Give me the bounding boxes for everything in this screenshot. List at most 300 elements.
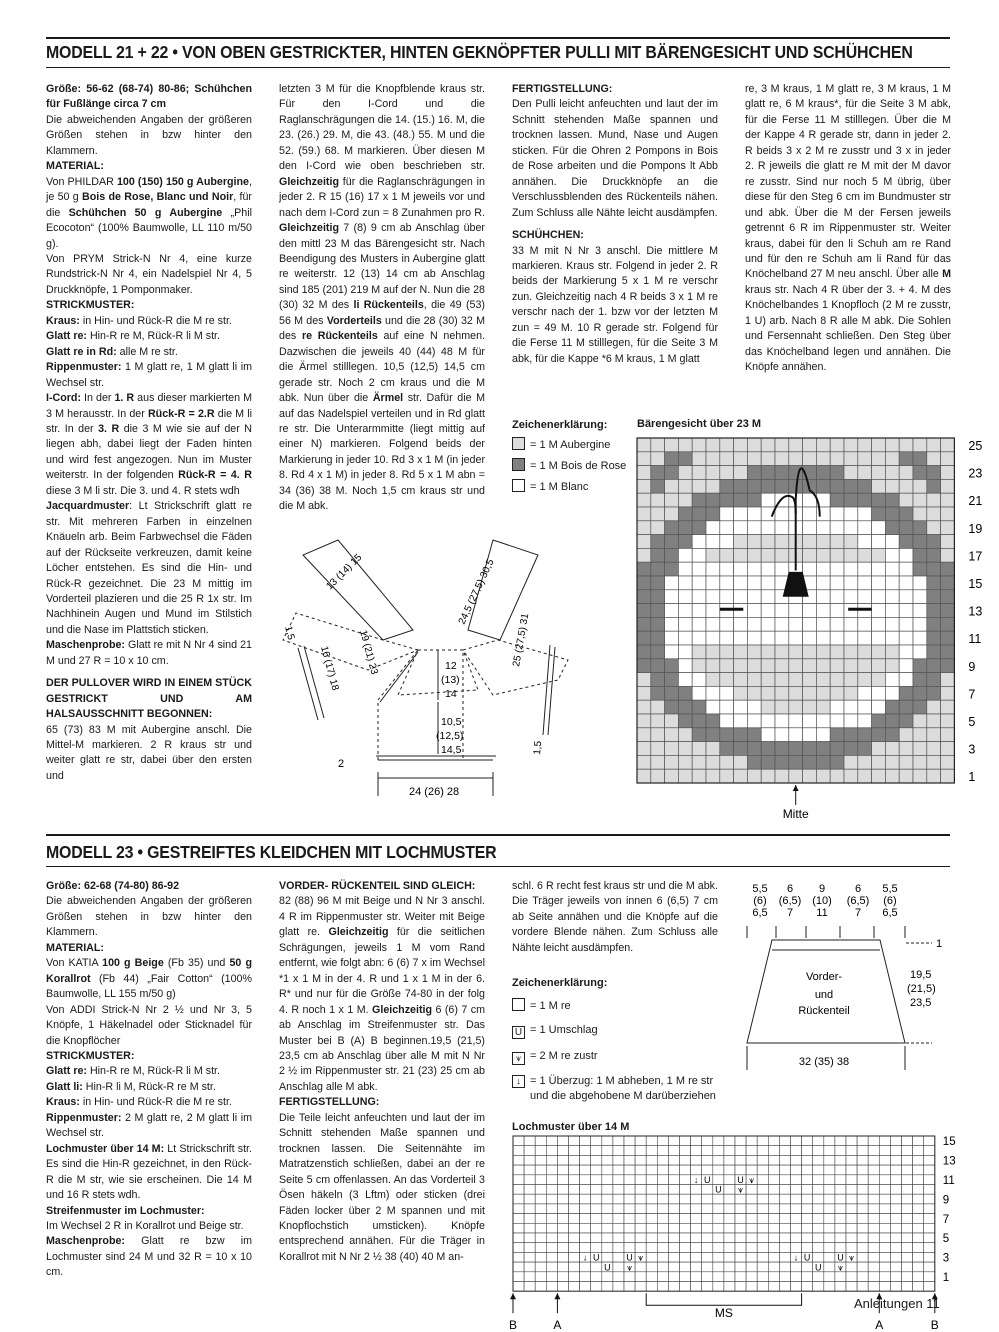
lace-cell — [524, 1165, 535, 1175]
lace-row-label: 5 — [942, 1233, 950, 1246]
legend-symbol-yo: U — [512, 1026, 525, 1039]
lace-cell — [813, 1233, 824, 1243]
chart-cell — [720, 576, 734, 590]
lace-cell — [524, 1175, 535, 1185]
lace-cell — [513, 1194, 524, 1204]
chart-cell — [830, 700, 844, 714]
lace-cell — [791, 1175, 802, 1185]
chart-cell — [651, 507, 665, 521]
lace-cell — [635, 1204, 646, 1214]
lace-cell — [824, 1185, 835, 1195]
chart-cell — [803, 617, 817, 631]
lace-cell — [857, 1146, 868, 1156]
lace-symbol: ↓ — [582, 1252, 588, 1263]
lace-cell — [702, 1243, 713, 1253]
chart-cell — [913, 755, 927, 769]
chart-cell — [858, 714, 872, 728]
chart-cell — [913, 714, 927, 728]
lace-cell — [513, 1282, 524, 1292]
lace-cell — [724, 1223, 735, 1233]
legend-item-blanc: = 1 M Blanc — [512, 479, 642, 494]
panel-top-dim: (10) — [812, 895, 832, 907]
chart-cell — [844, 673, 858, 687]
lace-cell — [702, 1136, 713, 1146]
chart-cell — [885, 562, 899, 576]
chart-cell — [858, 548, 872, 562]
chart-cell — [651, 659, 665, 673]
lace-cell — [835, 1155, 846, 1165]
lace-cell — [746, 1214, 757, 1224]
lace-cell — [557, 1243, 568, 1253]
lace-cell — [702, 1262, 713, 1272]
pullover-schematic — [278, 530, 578, 800]
paragraph: I-Cord: In der 1. R aus dieser markierten M 3 M herausstr. In der Rück-R = 2.R die M li str. In der 3. R die 3 M wie sie auf der N liegen abh, dabei liegt der Faden hinten und wird fest angezogen. Nun im Muster weiterstr. In der folgenden Rück-R = 4. R diese 3 M li str. Die 3. und 4. R stets wdh — [46, 392, 253, 497]
lace-cell — [546, 1194, 557, 1204]
lace-cell — [890, 1262, 901, 1272]
chart-cell — [913, 576, 927, 590]
lace-cell — [868, 1175, 879, 1185]
chart-cell — [692, 493, 706, 507]
cuff-dim-right: 1,5 — [532, 740, 545, 756]
chart-cell — [775, 728, 789, 742]
chart-cell — [830, 535, 844, 549]
lace-cell — [513, 1262, 524, 1272]
lace-cell — [591, 1243, 602, 1253]
chart-cell — [761, 438, 775, 452]
chart-cell — [665, 755, 679, 769]
lace-cell — [879, 1175, 890, 1185]
dress-schematic — [740, 878, 955, 1068]
chart-cell — [720, 479, 734, 493]
chart-cell — [651, 728, 665, 742]
paragraph: letzten 3 M für die Knopfblende kraus str. Für den I-Cord und die Raglanschrägungen die 14. (15.) 16. M, die 23. (26.) 29. M, die 43. (48.) 55. M und die 52. (59.) 68. M markieren. Über diesen M den I-Cord wie oben beschrieben str. Gleichzeitig für die Raglanschrägungen in jeder 2. R 15 (16) 17 x 1 M jeweils vor und nach dem I-Cord zun = 8 Zunahmen pro R. Gleichzeitig 7 (8) 9 cm ab Anschlag über den mittl 23 M das Bärengesicht str. Nach Beendigung des Musters in Aubergine glatt re weiterstr. 12 (13) 14 cm ab Anschlag sind 185 (201) 219 M auf der N. Nun die 28 (30) 32 M des li Rückenteils, die 49 (53) 56 M des Vorderteils und die 28 (30) 32 M des re Rückenteils auf eine N nehmen. Dazwischen die jeweils 40 (44) 48 M für die Ärmel stilllegen. 10,5 (12,5) 14,5 cm gerade str. Noch 2 cm kraus und die M abk. Nun über die Ärmel str. Dafür die M auf das Nadelspiel verteilen und in Rd glatt re str. Die Unterarmmitte (liegt mittig auf einer N) markieren. Folgend beids der Markierung in jeder 10. Rd 3 x 1 M (in jeder 8. Rd 4 x 1 M) in jeder 8. Rd 5 x 1 M abn = 34 (36) 38 M. Noch 1,5 cm kraus str und die M abk. — [279, 83, 485, 513]
chart-cell — [678, 728, 692, 742]
chart-cell — [734, 590, 748, 604]
lace-cell — [890, 1136, 901, 1146]
chart-cell — [927, 562, 941, 576]
lace-cell — [757, 1194, 768, 1204]
lace-cell — [924, 1146, 935, 1156]
lace-cell — [913, 1252, 924, 1262]
chart-row-label: 5 — [968, 715, 976, 730]
chart-cell — [665, 604, 679, 618]
lace-cell — [913, 1155, 924, 1165]
chart-cell — [747, 493, 761, 507]
chart-cell — [927, 479, 941, 493]
chart-cell — [637, 755, 651, 769]
chart-cell — [678, 617, 692, 631]
ms-bracket — [646, 1293, 801, 1305]
lace-cell — [580, 1165, 591, 1175]
lace-cell — [902, 1272, 913, 1282]
lace-cell — [846, 1272, 857, 1282]
lace-cell — [535, 1175, 546, 1185]
paragraph: Von ADDI Strick-N Nr 2 ½ und Nr 3, 5 Knöpfe, 1 Häkelnadel oder Sticknadel für die Knopflöcher — [46, 1003, 252, 1047]
lace-cell — [713, 1214, 724, 1224]
lace-cell — [924, 1243, 935, 1253]
lace-cell — [624, 1233, 635, 1243]
chart-cell — [789, 742, 803, 756]
chart-cell — [885, 466, 899, 480]
chart-cell — [816, 714, 830, 728]
chart-cell — [678, 493, 692, 507]
chart-cell — [941, 742, 955, 756]
chart-cell — [637, 645, 651, 659]
repeat-marker-arrow — [510, 1293, 516, 1299]
chart-cell — [899, 535, 913, 549]
chart-cell — [761, 493, 775, 507]
lace-cell — [791, 1233, 802, 1243]
lace-cell — [890, 1175, 901, 1185]
lace-cell — [646, 1282, 657, 1292]
lace-cell — [546, 1146, 557, 1156]
chart-cell — [927, 755, 941, 769]
lace-row-label: 11 — [942, 1175, 955, 1187]
chart-cell — [872, 728, 886, 742]
lace-cell — [591, 1204, 602, 1214]
panel-label-1: Vorder- — [805, 971, 843, 983]
chart-cell — [844, 576, 858, 590]
chart-cell — [913, 479, 927, 493]
lace-cell — [702, 1146, 713, 1156]
paragraph: Von PHILDAR 100 (150) 150 g Aubergine, je 50 g Bois de Rose, Blanc und Noir, für die Schühchen 50 g Aubergine „Phil Ecocoton“ (100% Baumwolle, LL 110 m/50 g). — [46, 175, 252, 250]
section1-title: MODELL 21 + 22 • VON OBEN GESTRICKTER, HINTEN GEKNÖPFTER PULLI MIT BÄRENGESICHT UND SCHÜHCHEN — [46, 42, 913, 62]
chart-cell — [651, 438, 665, 452]
lace-cell — [691, 1262, 702, 1272]
lace-cell — [546, 1155, 557, 1165]
chart-cell — [927, 452, 941, 466]
chart-cell — [692, 728, 706, 742]
lace-cell — [657, 1262, 668, 1272]
section2-rule — [46, 834, 950, 836]
chart-cell — [816, 548, 830, 562]
lace-cell — [779, 1243, 790, 1253]
chart-cell — [899, 673, 913, 687]
lace-cell — [779, 1194, 790, 1204]
lace-cell — [857, 1223, 868, 1233]
lace-cell — [680, 1243, 691, 1253]
lace-cell — [646, 1194, 657, 1204]
chart-cell — [885, 452, 899, 466]
lace-cell — [835, 1194, 846, 1204]
lace-cell — [524, 1272, 535, 1282]
chart-cell — [706, 742, 720, 756]
lace-cell — [646, 1136, 657, 1146]
chart-cell — [637, 604, 651, 618]
lace-cell — [635, 1214, 646, 1224]
chart-cell — [775, 438, 789, 452]
chart-cell — [678, 645, 692, 659]
chart-cell — [651, 686, 665, 700]
chart-cell — [692, 700, 706, 714]
lace-cell — [902, 1155, 913, 1165]
chart-cell — [816, 673, 830, 687]
lace-cell — [713, 1233, 724, 1243]
lace-cell — [557, 1262, 568, 1272]
lace-cell — [835, 1204, 846, 1214]
lace-cell — [824, 1262, 835, 1272]
chart-row-label: 25 — [968, 439, 983, 454]
chart-cell — [803, 755, 817, 769]
chart-row-label: 9 — [968, 659, 976, 674]
lace-cell — [702, 1165, 713, 1175]
lace-cell — [724, 1214, 735, 1224]
lace-cell — [924, 1155, 935, 1165]
chart-cell — [816, 769, 830, 783]
chart-cell — [816, 535, 830, 549]
paragraph: FERTIGSTELLUNG: — [512, 83, 613, 95]
lace-cell — [513, 1233, 524, 1243]
lace-mark-b: B — [508, 1318, 518, 1332]
chart-cell — [747, 576, 761, 590]
chart-cell — [941, 604, 955, 618]
paragraph: Kraus: in Hin- und Rück-R die M re str. — [46, 1096, 232, 1109]
lace-cell — [924, 1175, 935, 1185]
lace-cell — [757, 1252, 768, 1262]
lace-cell — [902, 1165, 913, 1175]
chart-cell — [913, 590, 927, 604]
lace-cell — [668, 1165, 679, 1175]
chart-cell — [830, 769, 844, 783]
lace-cell — [868, 1223, 879, 1233]
lace-cell — [635, 1175, 646, 1185]
lace-cell — [668, 1262, 679, 1272]
lace-cell — [879, 1136, 890, 1146]
paragraph: Maschenprobe: Glatt re bzw im Lochmuster sind 24 M und 32 R = 10 x 10 cm. — [46, 1235, 252, 1279]
chart-cell — [706, 548, 720, 562]
lace-cell — [768, 1223, 779, 1233]
chart-cell — [706, 686, 720, 700]
lace-cell — [879, 1146, 890, 1156]
lace-cell — [524, 1252, 535, 1262]
paragraph: Größe: 62-68 (74-80) 86-92 — [46, 880, 180, 892]
chart-cell — [899, 645, 913, 659]
lace-cell — [802, 1282, 813, 1292]
lace-cell — [557, 1194, 568, 1204]
lace-cell — [569, 1223, 580, 1233]
chart-cell — [885, 755, 899, 769]
lace-cell — [657, 1194, 668, 1204]
chart-cell — [761, 617, 775, 631]
lace-cell — [846, 1262, 857, 1272]
lace-cell — [680, 1214, 691, 1224]
lace-cell — [524, 1146, 535, 1156]
chart-cell — [692, 645, 706, 659]
lace-cell — [835, 1136, 846, 1146]
chart-cell — [872, 673, 886, 687]
panel-top-dim: 5,5 — [752, 883, 768, 895]
lace-symbol: ↓ — [693, 1175, 699, 1185]
lace-cell — [535, 1155, 546, 1165]
chart-cell — [816, 686, 830, 700]
chart-cell — [775, 535, 789, 549]
chart-cell — [761, 590, 775, 604]
chart-cell — [637, 507, 651, 521]
lace-cell — [824, 1282, 835, 1292]
lace-cell — [691, 1194, 702, 1204]
lace-cell — [791, 1155, 802, 1165]
chart-cell — [678, 548, 692, 562]
panel-top-dim: (6) — [753, 895, 767, 907]
paragraph: SCHÜHCHEN: — [512, 229, 584, 242]
chart-cell — [941, 562, 955, 576]
lace-cell — [602, 1165, 613, 1175]
lace-cell — [557, 1146, 568, 1156]
chart-cell — [775, 686, 789, 700]
chart-cell — [858, 769, 872, 783]
lace-row-label: 3 — [942, 1252, 950, 1265]
lace-cell — [879, 1194, 890, 1204]
chart-cell — [927, 507, 941, 521]
lace-cell — [613, 1243, 624, 1253]
chart-cell — [885, 507, 899, 521]
chart-cell — [665, 438, 679, 452]
lace-cell — [824, 1175, 835, 1185]
chart-cell — [872, 604, 886, 618]
lace-cell — [524, 1262, 535, 1272]
lace-cell — [535, 1214, 546, 1224]
panel-label-2: und — [814, 989, 834, 1001]
chart-cell — [734, 466, 748, 480]
chart-cell — [637, 673, 651, 687]
length-dim-left: 16 (17) 18 — [318, 644, 341, 692]
chart-cell — [913, 562, 927, 576]
lace-cell — [757, 1165, 768, 1175]
body-dim-2: (12,5) — [436, 730, 464, 742]
chart-cell — [899, 617, 913, 631]
lace-cell — [879, 1272, 890, 1282]
lace-cell — [569, 1185, 580, 1195]
lace-cell — [846, 1223, 857, 1233]
section-rule-top — [46, 37, 950, 39]
lace-cell — [779, 1175, 790, 1185]
lace-cell — [868, 1185, 879, 1195]
lace-cell — [835, 1282, 846, 1292]
lace-cell — [668, 1272, 679, 1282]
chart-cell — [830, 742, 844, 756]
lace-symbol: ⩛ — [749, 1175, 755, 1185]
chart-cell — [830, 590, 844, 604]
chart-cell — [706, 673, 720, 687]
chart-cell — [927, 493, 941, 507]
chart-cell — [830, 548, 844, 562]
lace-cell — [857, 1262, 868, 1272]
lace-cell — [724, 1243, 735, 1253]
lace-cell — [757, 1155, 768, 1165]
chart-cell — [844, 714, 858, 728]
lace-cell — [557, 1272, 568, 1282]
chart-cell — [747, 700, 761, 714]
lace-cell — [924, 1282, 935, 1292]
lace-cell — [735, 1223, 746, 1233]
chart-cell — [941, 493, 955, 507]
chart-cell — [899, 769, 913, 783]
lace-cell — [691, 1272, 702, 1282]
lace-cell — [857, 1272, 868, 1282]
chart-row-label: 23 — [968, 466, 983, 481]
lace-cell — [602, 1185, 613, 1195]
chart-cell — [651, 535, 665, 549]
section2-title: MODELL 23 • GESTREIFTES KLEIDCHEN MIT LOCHMUSTER — [46, 842, 497, 862]
lace-cell — [602, 1243, 613, 1253]
lace-cell — [580, 1214, 591, 1224]
lace-cell — [702, 1282, 713, 1292]
lace-cell — [724, 1282, 735, 1292]
chart-cell — [816, 728, 830, 742]
lace-cell — [624, 1282, 635, 1292]
chart-cell — [858, 645, 872, 659]
chart-cell — [706, 479, 720, 493]
chart-cell — [913, 438, 927, 452]
lace-cell — [757, 1214, 768, 1224]
lace-cell — [657, 1272, 668, 1282]
chart-cell — [678, 604, 692, 618]
lace-cell — [724, 1194, 735, 1204]
chart-cell — [761, 728, 775, 742]
lace-cell — [813, 1214, 824, 1224]
chart-cell — [665, 714, 679, 728]
lace-cell — [624, 1165, 635, 1175]
lace-cell — [813, 1204, 824, 1214]
chart-cell — [885, 742, 899, 756]
chart-cell — [637, 617, 651, 631]
chart-cell — [706, 645, 720, 659]
chart-cell — [941, 438, 955, 452]
lace-cell — [746, 1165, 757, 1175]
chart-cell — [858, 521, 872, 535]
lace-cell — [768, 1204, 779, 1214]
lace-cell — [624, 1204, 635, 1214]
lace-cell — [646, 1252, 657, 1262]
lace-cell — [513, 1272, 524, 1282]
lace-cell — [613, 1155, 624, 1165]
chart-cell — [844, 438, 858, 452]
lace-cell — [835, 1223, 846, 1233]
chart-cell — [734, 769, 748, 783]
chart-cell — [678, 521, 692, 535]
cuff-dim-left: 1,5 — [282, 624, 297, 642]
chart-cell — [775, 631, 789, 645]
lace-cell — [635, 1272, 646, 1282]
lace-cell — [646, 1262, 657, 1272]
chart-cell — [885, 535, 899, 549]
lace-cell — [624, 1272, 635, 1282]
chart-cell — [734, 728, 748, 742]
chart-cell — [637, 714, 651, 728]
legend-swatch — [512, 437, 525, 450]
chart-cell — [803, 548, 817, 562]
chart-cell — [678, 686, 692, 700]
chart-cell — [637, 742, 651, 756]
legend-symbol-skp: ↓ — [512, 1075, 525, 1088]
rib-dim: 1 — [936, 938, 943, 950]
lace-cell — [602, 1214, 613, 1224]
chart-cell — [844, 452, 858, 466]
lace-cell — [857, 1233, 868, 1243]
chart-cell — [775, 617, 789, 631]
lace-cell — [569, 1214, 580, 1224]
chart-cell — [720, 548, 734, 562]
chart-cell — [927, 645, 941, 659]
lace-cell — [879, 1214, 890, 1224]
lace-cell — [835, 1214, 846, 1224]
lace-row-label: 7 — [942, 1213, 950, 1226]
paragraph: DER PULLOVER WIRD IN EINEM STÜCK GESTRICKT UND AM HALSAUSSCHNITT BEGONNEN: — [46, 677, 252, 721]
hem-dim: 2 — [338, 758, 345, 770]
lace-cell — [779, 1233, 790, 1243]
lace-legend — [512, 976, 727, 1104]
chart-cell — [678, 714, 692, 728]
